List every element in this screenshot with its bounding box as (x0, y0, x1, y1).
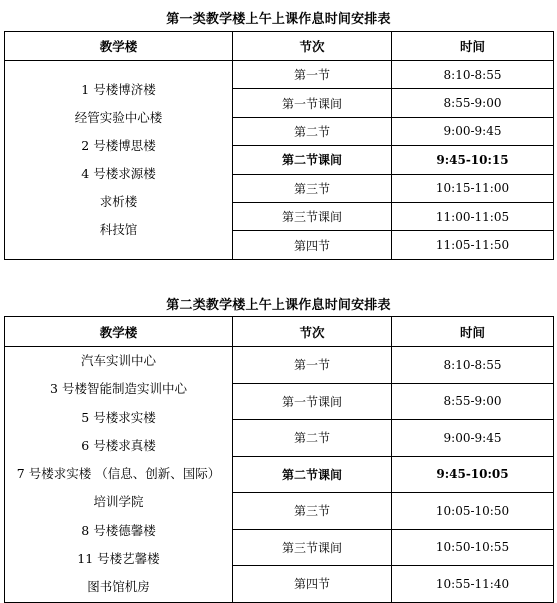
building-name: 求析楼 (99, 193, 138, 209)
period-cell: 第三节 (233, 493, 392, 530)
period-cell: 第一节课间 (233, 89, 392, 117)
time-cell: 9:00-9:45 (392, 117, 554, 145)
building-name: 11 号楼艺馨楼 (77, 551, 160, 567)
period-cell: 第三节课间 (233, 202, 392, 230)
time-cell: 8:10-8:55 (392, 347, 554, 384)
building-name: 科技馆 (99, 221, 138, 237)
time-cell: 10:05-10:50 (392, 493, 554, 530)
building-name: 8 号楼德馨楼 (81, 522, 156, 538)
time-cell: 11:00-11:05 (392, 202, 554, 230)
header-time: 时间 (392, 317, 554, 347)
building-name: 2 号楼博思楼 (81, 137, 156, 153)
time-cell: 10:55-11:40 (392, 566, 554, 603)
period-cell: 第二节课间 (233, 456, 392, 493)
building-name: 图书馆机房 (87, 579, 150, 595)
building-name: 培训学院 (93, 494, 144, 510)
building-name: 5 号楼求实楼 (81, 409, 156, 425)
time-cell: 8:10-8:55 (392, 61, 554, 89)
period-cell: 第一节 (233, 61, 392, 89)
time-cell: 8:55-9:00 (392, 383, 554, 420)
period-cell: 第三节课间 (233, 529, 392, 566)
header-time: 时间 (392, 32, 554, 61)
building-list (5, 347, 232, 602)
table-row (5, 347, 554, 384)
period-cell: 第二节课间 (233, 146, 392, 174)
building-name: 经管实验中心楼 (74, 109, 163, 125)
time-cell: 11:05-11:50 (392, 231, 554, 259)
time-cell: 8:55-9:00 (392, 89, 554, 117)
header-building: 教学楼 (5, 317, 233, 347)
time-cell: 9:45-10:05 (392, 456, 554, 493)
period-cell: 第四节 (233, 566, 392, 603)
building-name: 6 号楼求真楼 (81, 437, 156, 453)
table2-title: 第二类教学楼上午上课作息时间安排表 (166, 298, 391, 313)
building-name: 1 号楼博济楼 (81, 81, 156, 97)
building-name: 4 号楼求源楼 (81, 165, 156, 181)
header-building: 教学楼 (5, 32, 233, 61)
time-cell: 9:00-9:45 (392, 420, 554, 457)
period-cell: 第二节 (233, 117, 392, 145)
period-cell: 第四节 (233, 231, 392, 259)
building-list-cell (5, 347, 233, 603)
table-header-row (5, 32, 554, 61)
building-name: 3 号楼智能制造实训中心 (50, 381, 187, 397)
building-name: 7 号楼求实楼 （信息、创新、国际） (16, 466, 221, 482)
schedule-table-1 (4, 31, 554, 260)
building-name: 汽车实训中心 (80, 353, 156, 368)
period-cell: 第二节 (233, 420, 392, 457)
table-header-row (5, 317, 554, 347)
time-cell: 10:50-10:55 (392, 529, 554, 566)
header-period: 节次 (233, 32, 392, 61)
time-cell: 10:15-11:00 (392, 174, 554, 202)
building-list-cell (5, 61, 233, 260)
header-period: 节次 (233, 317, 392, 347)
time-cell: 9:45-10:15 (392, 146, 554, 174)
building-list (5, 76, 232, 244)
table-row (5, 61, 554, 89)
schedule-table-2 (4, 316, 554, 603)
period-cell: 第三节 (233, 174, 392, 202)
period-cell: 第一节课间 (233, 383, 392, 420)
table1-title: 第一类教学楼上午上课作息时间安排表 (166, 12, 391, 27)
period-cell: 第一节 (233, 347, 392, 384)
